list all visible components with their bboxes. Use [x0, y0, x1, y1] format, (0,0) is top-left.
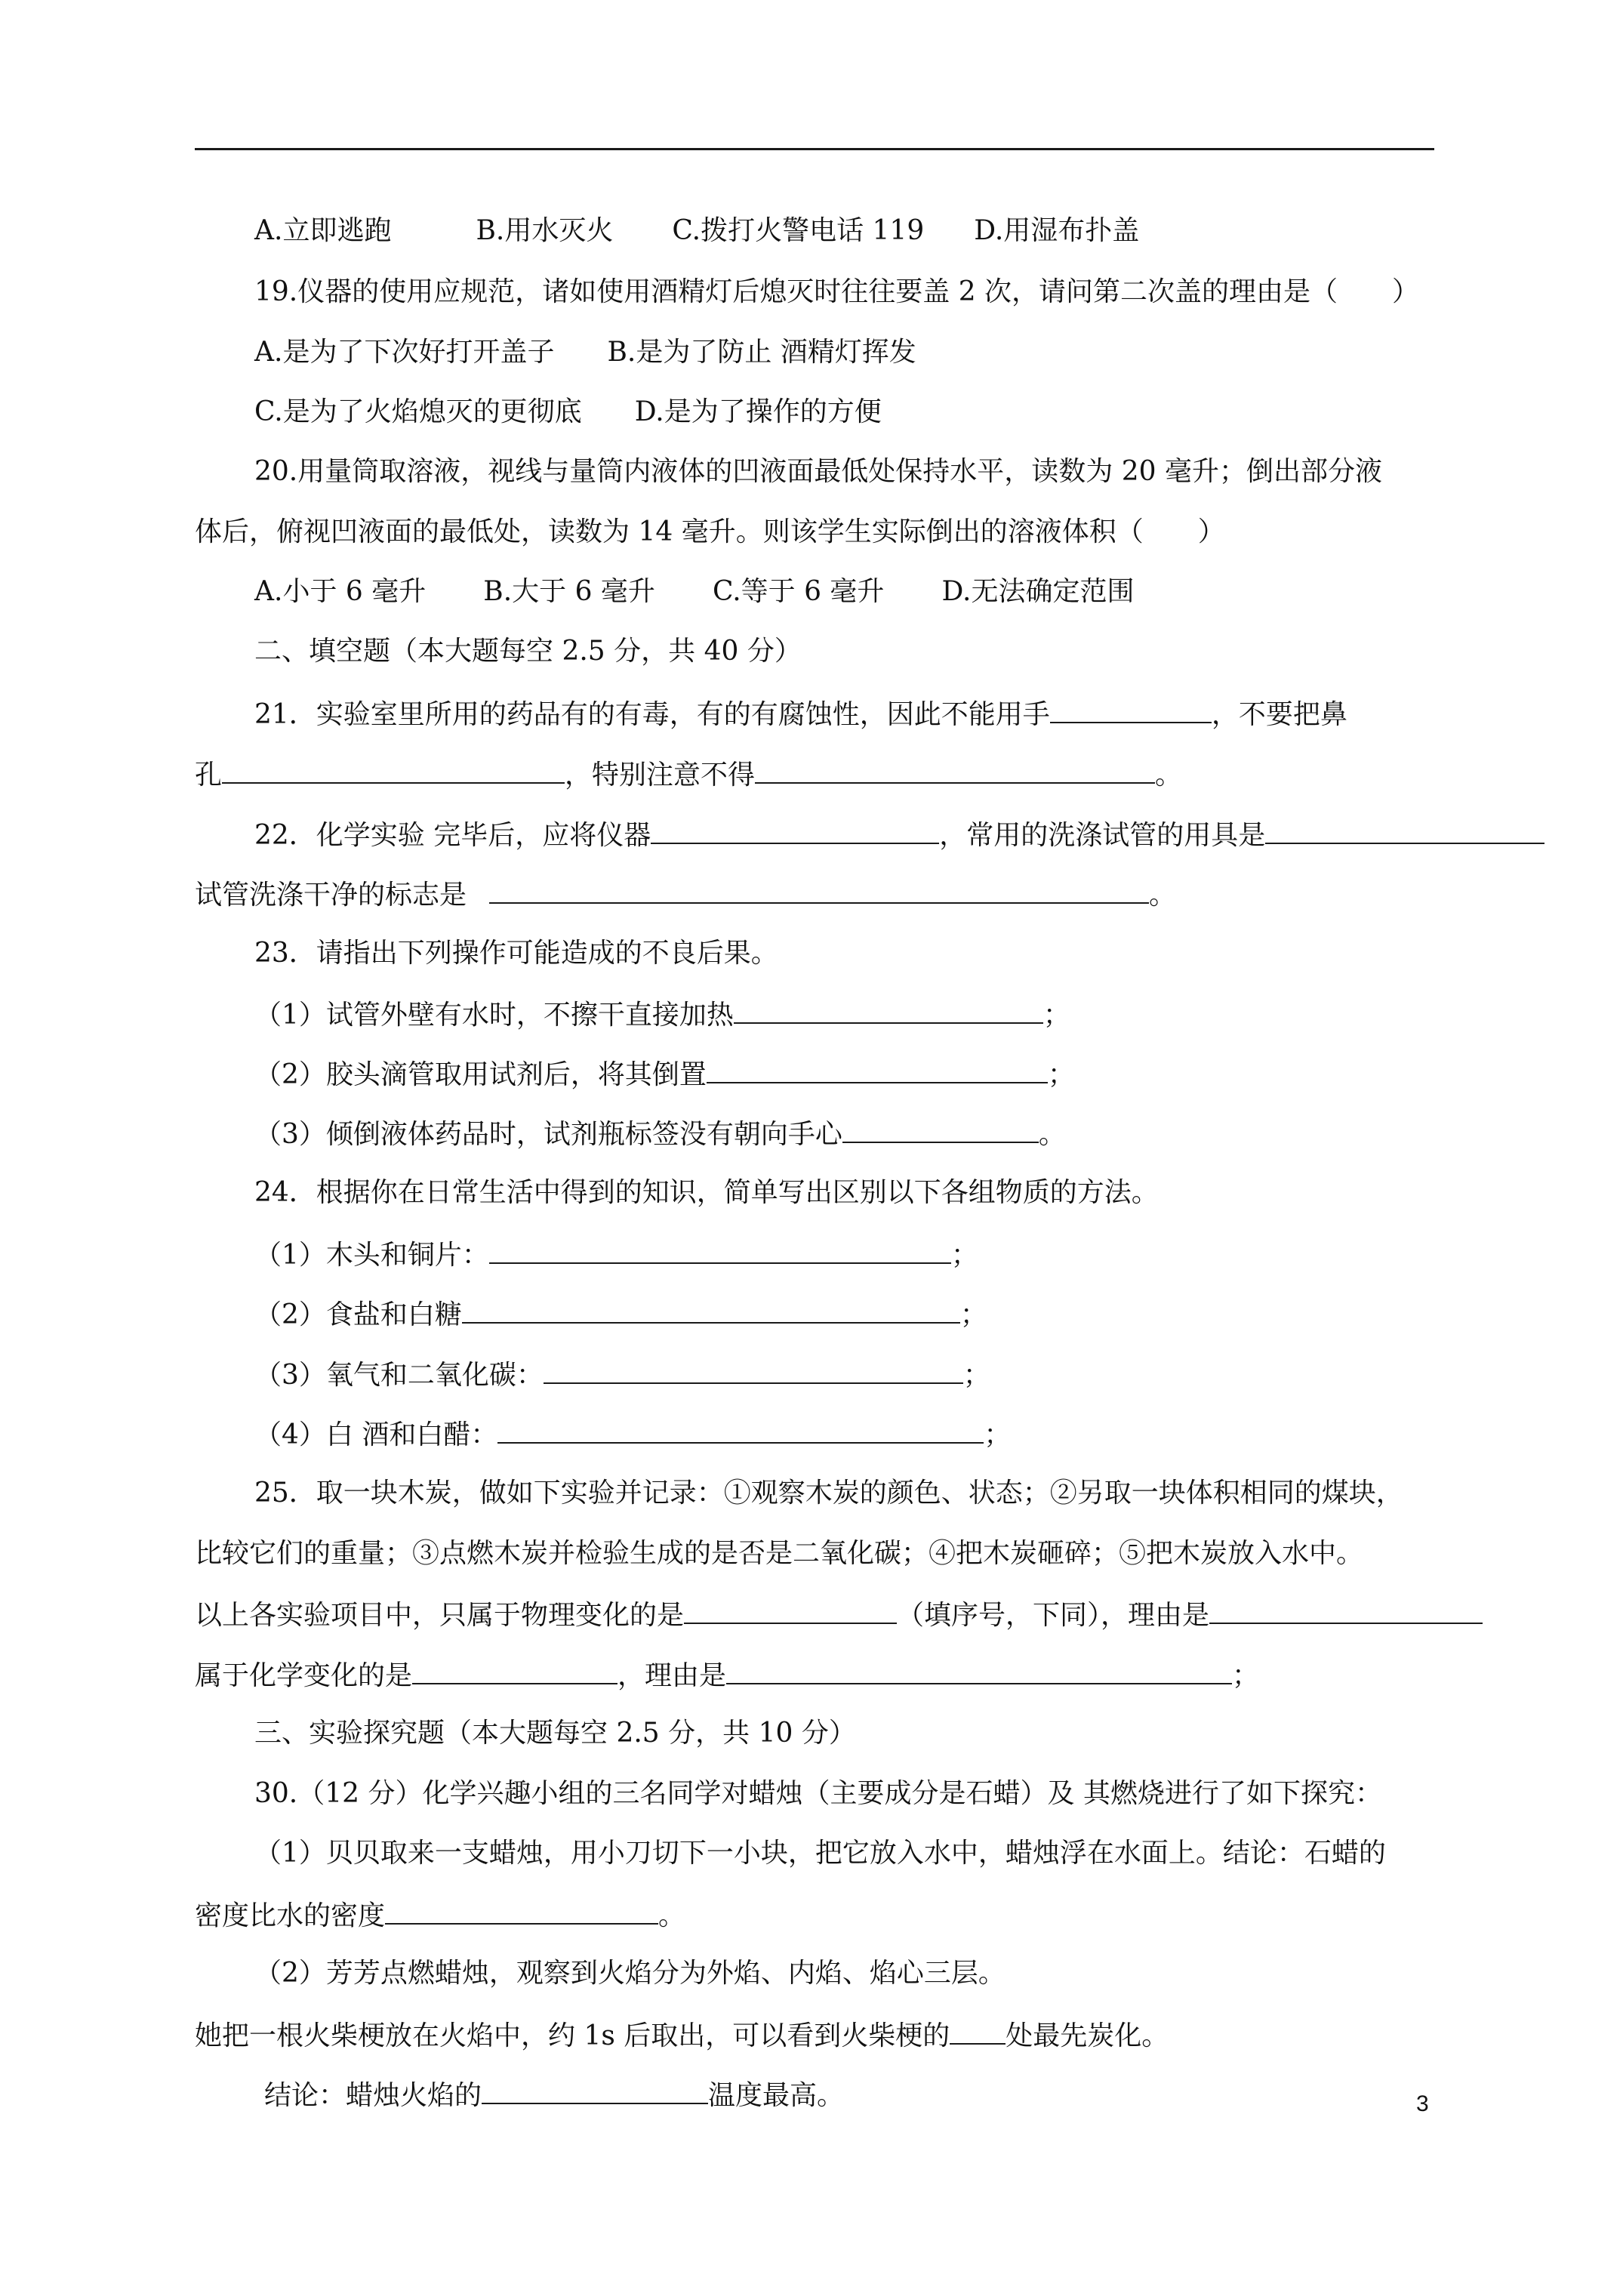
q23-blank2[interactable]: [707, 1056, 1048, 1083]
q23-item2-text: （2）胶头滴管取用试剂后，将其倒置: [254, 1059, 707, 1090]
q21-blank3[interactable]: [755, 757, 1155, 784]
q20-option-c: C.等于 6 毫升: [712, 576, 885, 607]
q23-item1: [254, 997, 1070, 1032]
q30-step2-text: 她把一根火柴梗放在火焰中，约 1s 后取出，可以看到火柴梗的: [195, 2020, 950, 2051]
q22-text3: 试管洗涤干净的标志是: [195, 880, 467, 911]
q18-option-d: D.用湿布扑盖: [974, 215, 1140, 246]
section3-heading: 三、实验探究题（本大题每空 2.5 分，共 10 分）: [254, 1718, 856, 1749]
q30-step2-line1: （2）芳芳点燃蜡烛，观察到火焰分为外焰、内焰、焰心三层。: [254, 1958, 1006, 1989]
q25-line2: 比较它们的重量；③点燃木炭并检验生成的是否是二氧化碳；④把木炭砸碎；⑤把木炭放入水中。: [195, 1538, 1364, 1569]
q24-item4-end: ；: [984, 1419, 1012, 1450]
q25-text3: 属于化学变化的是: [195, 1660, 413, 1691]
q21-line2: [195, 757, 1182, 792]
q18-options: [254, 214, 1139, 248]
q23-item1-text: （1）试管外壁有水时，不擦干直接加热: [254, 1000, 734, 1031]
q22-text2: ，常用的洗涤试管的用具是: [939, 820, 1266, 851]
q22-line1: [254, 817, 1544, 852]
q24-item1-end: ；: [950, 1240, 978, 1271]
q30-step1-text: 密度比水的密度: [195, 1900, 386, 1931]
q21-text2: ，不要把鼻: [1211, 699, 1347, 730]
q22-blank2[interactable]: [1265, 817, 1544, 844]
q30-blank3[interactable]: [482, 2077, 708, 2104]
q19-options-row1: [254, 336, 916, 369]
q25-blank3[interactable]: [412, 1657, 617, 1684]
q18-option-b: B.用水灭火: [476, 215, 614, 246]
q24-blank1[interactable]: [489, 1237, 951, 1264]
q24-item1-text: （1）木头和铜片：: [254, 1240, 489, 1271]
q20-option-d: D.无法确定范围: [941, 576, 1135, 607]
q21-text1: 21．实验室里所用的药品有的有毒，有的有腐蚀性，因此不能用手: [254, 699, 1050, 730]
q23-stem: 23．请指出下列操作可能造成的不良后果。: [254, 938, 778, 969]
q30-blank1[interactable]: [385, 1897, 658, 1925]
q30-stem: 30.（12 分）化学兴趣小组的三名同学对蜡烛（主要成分是石蜡）及 其燃烧进行了如下探究：: [254, 1778, 1382, 1809]
q25-text1: 以上各实验项目中，只属于物理变化的是: [195, 1600, 685, 1631]
q23-blank1[interactable]: [734, 997, 1043, 1024]
q25-text2: （填序号，下同），理由是: [897, 1600, 1210, 1631]
q20-option-b: B.大于 6 毫升: [483, 576, 655, 607]
q18-option-a: A.立即逃跑: [254, 215, 392, 246]
q24-blank2[interactable]: [462, 1296, 960, 1324]
q24-item2-text: （2）食盐和白糖: [254, 1299, 462, 1330]
q19-option-d: D.是为了操作的方便: [634, 396, 882, 427]
q25-line3: [195, 1597, 1483, 1632]
section2-heading: 二、填空题（本大题每空 2.5 分，共 40 分）: [254, 636, 802, 667]
q25-blank4[interactable]: [726, 1657, 1232, 1684]
q24-stem: 24．根据你在日常生活中得到的知识，简单写出区别以下各组物质的方法。: [254, 1177, 1159, 1208]
q24-item1: [254, 1237, 978, 1272]
q20-options: [254, 575, 1134, 609]
q21-text4: ，特别注意不得: [565, 760, 756, 791]
q24-item4: [254, 1416, 1011, 1452]
q24-blank4[interactable]: [497, 1416, 984, 1444]
q22-blank3[interactable]: [489, 877, 1149, 904]
q22-text1: 22．化学实验 完毕后，应将仪器: [254, 820, 651, 851]
q19-stem: 19.仪器的使用应规范，诸如使用酒精灯后熄灭时往往要盖 2 次，请问第二次盖的理由是（ ）: [254, 276, 1420, 307]
header-rule: [195, 148, 1434, 150]
q30-conclusion: [264, 2077, 844, 2113]
q23-item3: [254, 1116, 1066, 1151]
q24-item3-text: （3）氧气和二氧化碳：: [254, 1360, 544, 1391]
page-number: 3: [1416, 2091, 1429, 2116]
q30-step2-end: 处最先炭化。: [1006, 2020, 1169, 2051]
q18-option-c: C.拨打火警电话 119: [672, 215, 925, 246]
q25-blank2[interactable]: [1209, 1597, 1483, 1624]
q19-option-b: B.是为了防止 酒精灯挥发: [607, 337, 916, 368]
q19-option-c: C.是为了火焰熄灭的更彻底: [254, 396, 582, 427]
q23-item1-end: ；: [1042, 1000, 1070, 1031]
q23-item3-text: （3）倾倒液体药品时，试剂瓶标签没有朝向手心: [254, 1119, 842, 1150]
q24-item2-end: ；: [959, 1299, 987, 1330]
q30-step2-line2: [195, 2017, 1169, 2053]
q25-blank1[interactable]: [684, 1597, 897, 1624]
q30-step1-end: 。: [658, 1900, 686, 1931]
q20-option-a: A.小于 6 毫升: [254, 576, 427, 607]
q25-text4: ，理由是: [617, 1660, 727, 1691]
q19-option-a: A.是为了下次好打开盖子: [254, 337, 555, 368]
q22-line2: [195, 877, 1176, 912]
q25-text5: ；: [1232, 1660, 1260, 1691]
q30-step1-line1: （1）贝贝取来一支蜡烛，用小刀切下一小块，把它放入水中，蜡烛浮在水面上。结论：石蜡的: [254, 1838, 1386, 1869]
q21-text3: 孔: [195, 760, 223, 791]
q30-blank2[interactable]: [950, 2017, 1006, 2045]
q23-item2: [254, 1056, 1075, 1092]
q23-blank3[interactable]: [842, 1116, 1039, 1143]
q23-item3-end: 。: [1038, 1119, 1066, 1150]
q24-item3: [254, 1357, 990, 1392]
q24-item2: [254, 1296, 987, 1332]
q25-line1: 25．取一块木炭，做如下实验并记录：①观察木炭的颜色、状态；②另取一块体积相同的煤块，: [254, 1478, 1403, 1509]
q23-item2-end: ；: [1047, 1059, 1075, 1090]
q22-text4: 。: [1149, 880, 1177, 911]
q21-text5: 。: [1155, 760, 1183, 791]
q20-line1: 20.用量筒取溶液，视线与量筒内液体的凹液面最低处保持水平，读数为 20 毫升；倒出部分液: [254, 456, 1382, 487]
q22-blank1[interactable]: [651, 817, 939, 844]
q30-conclusion-text: 结论：蜡烛火焰的: [264, 2080, 482, 2111]
q30-conclusion-end: 温度最高。: [708, 2080, 845, 2111]
q19-options-row2: [254, 396, 882, 429]
q21-line1: [254, 696, 1347, 732]
q25-line4: [195, 1657, 1259, 1693]
q24-item4-text: （4）白 酒和白醋：: [254, 1419, 498, 1450]
q24-item3-end: ；: [962, 1360, 990, 1391]
q21-blank2[interactable]: [222, 757, 565, 784]
q20-line2: 体后，俯视凹液面的最低处，读数为 14 毫升。则该学生实际倒出的溶液体积（ ）: [195, 516, 1225, 547]
q21-blank1[interactable]: [1050, 696, 1212, 723]
q30-step1-line2: [195, 1897, 685, 1933]
q24-blank3[interactable]: [544, 1357, 963, 1384]
